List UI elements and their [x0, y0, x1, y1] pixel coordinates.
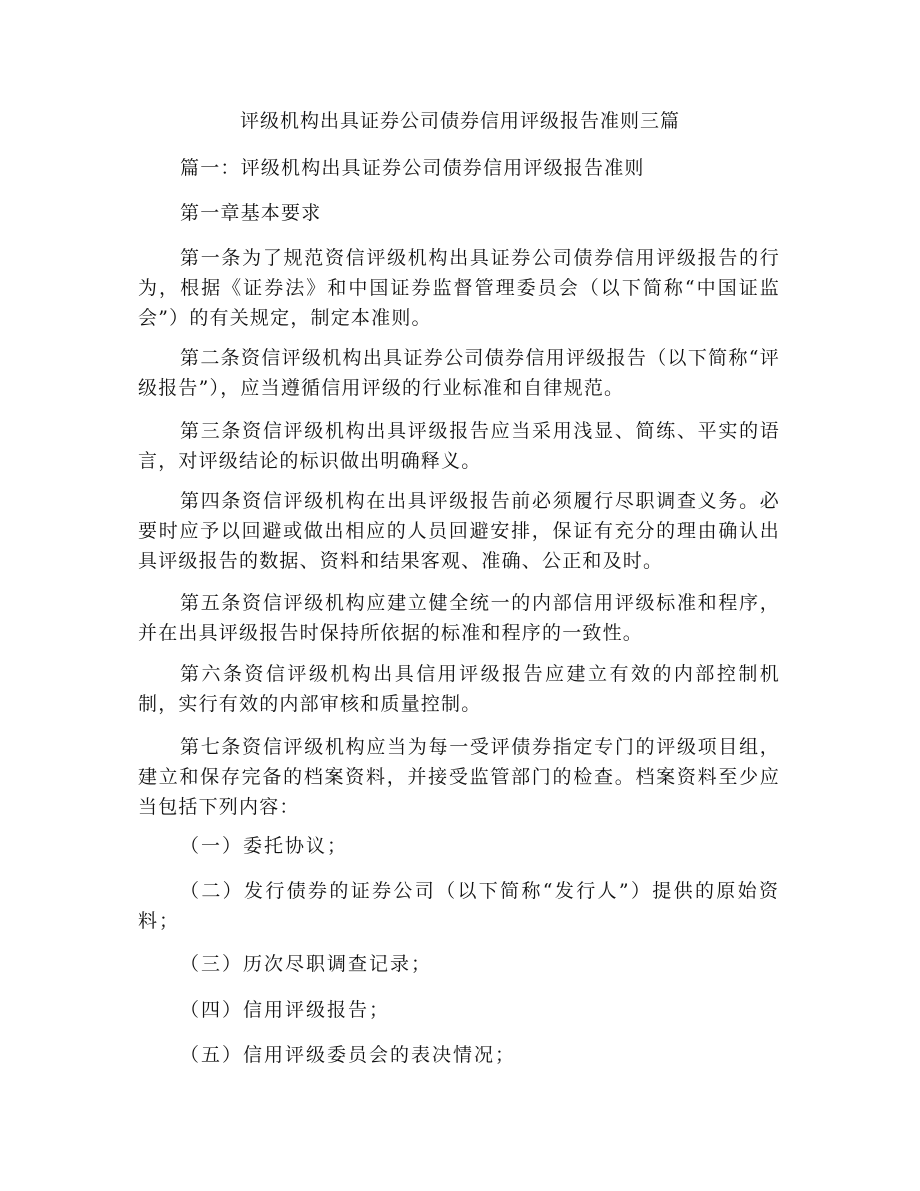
- list-item-3: （三）历次尽职调查记录；: [180, 953, 433, 975]
- section-heading-part-one: 篇一：评级机构出具证券公司债券信用评级报告准则: [180, 157, 645, 179]
- list-item-5: （五）信用评级委员会的表决情况；: [180, 1044, 517, 1066]
- article-6-paragraph: 第六条资信评级机构出具信用评级报告应建立有效的内部控制机制，实行有效的内部审核和质量控制。: [138, 663, 780, 715]
- article-3-paragraph: 第三条资信评级机构出具评级报告应当采用浅显、简练、平实的语言，对评级结论的标识做出明确释义。: [138, 420, 780, 472]
- list-item-4: （四）信用评级报告；: [180, 999, 391, 1021]
- article-1-paragraph: 第一条为了规范资信评级机构出具证券公司债券信用评级报告的行为，根据《证券法》和中国证券监督管理委员会（以下简称“中国证监会”）的有关规定，制定本准则。: [138, 247, 780, 329]
- list-item-1: （一）委托协议；: [180, 835, 349, 857]
- article-2-paragraph: 第二条资信评级机构出具证券公司债券信用评级报告（以下简称“评级报告”），应当遵循信用评级的行业标准和自律规范。: [138, 347, 780, 399]
- article-7-paragraph: 第七条资信评级机构应当为每一受评债券指定专门的评级项目组，建立和保存完备的档案资料，并接受监管部门的检查。档案资料至少应当包括下列内容：: [138, 736, 780, 818]
- chapter-heading: 第一章基本要求: [180, 202, 322, 224]
- list-item-2: （二）发行债券的证券公司（以下简称“发行人”）提供的原始资料；: [138, 880, 780, 932]
- article-4-paragraph: 第四条资信评级机构在出具评级报告前必须履行尽职调查义务。必要时应予以回避或做出相应的人员回避安排，保证有充分的理由确认出具评级报告的数据、资料和结果客观、准确、公正和及时。: [138, 490, 780, 572]
- article-5-paragraph: 第五条资信评级机构应建立健全统一的内部信用评级标准和程序，并在出具评级报告时保持所依据的标准和程序的一致性。: [138, 592, 780, 644]
- document-title: 评级机构出具证券公司债券信用评级报告准则三篇: [239, 110, 680, 132]
